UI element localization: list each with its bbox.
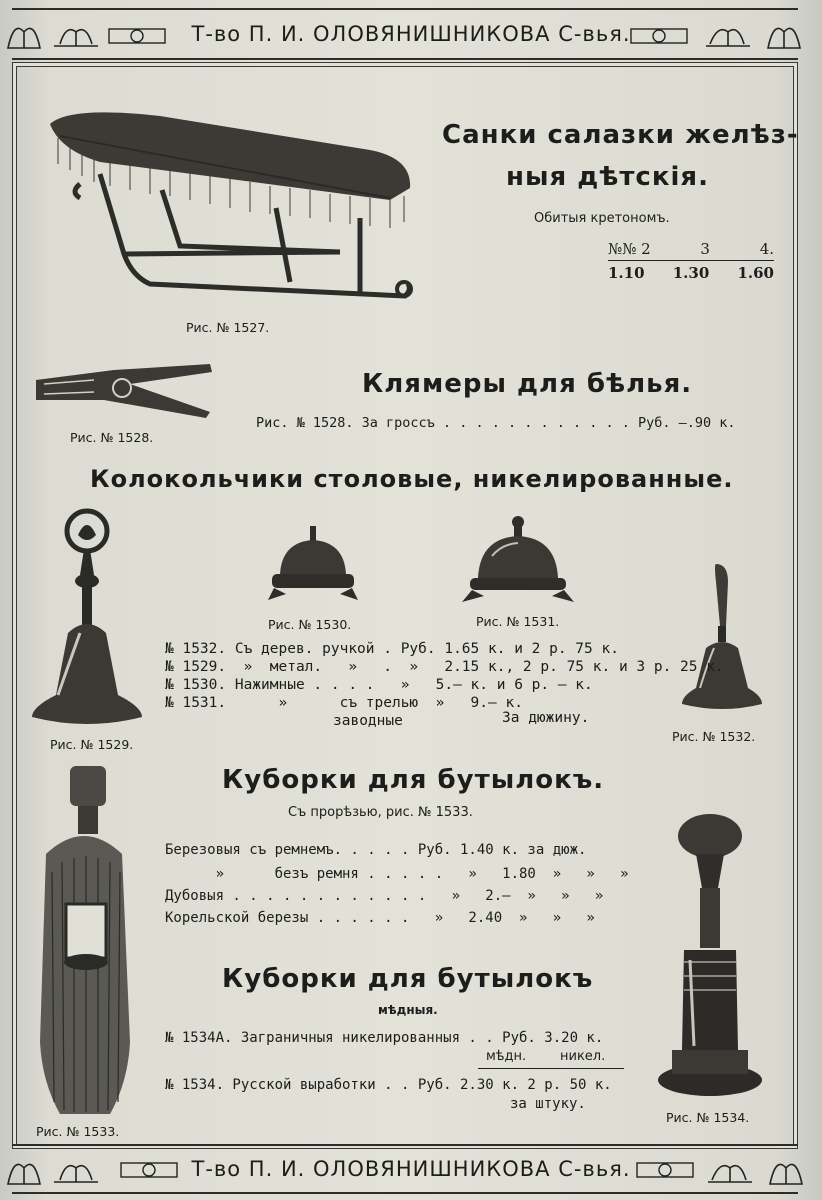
- clothespin-illustration: [34, 360, 216, 420]
- dome-bell-illustration: [462, 516, 574, 606]
- corks-row-1534: № 1534. Русской выработки . . Руб. 2.30 к. 2 р. 50 к.: [165, 1077, 612, 1093]
- sled-price: 1.60: [737, 264, 774, 282]
- column-rule: [478, 1068, 624, 1069]
- bell-row-1529: № 1529. » метал. » . » 2.15 к., 2 р. 75 к. и 3 р. 25 к.: [165, 659, 724, 675]
- footer-title: Т-во П. И. ОЛОВЯНИШНИКОВА С-вья.: [191, 1157, 631, 1181]
- wooden-hand-bell-illustration: [682, 562, 764, 712]
- clothespin-title: Клямеры для бѣлья.: [362, 369, 693, 399]
- sled-price: 1.30: [672, 264, 710, 282]
- sled-caption: Рис. № 1527.: [186, 320, 270, 335]
- bells-per-dozen: За дюжину.: [502, 710, 590, 726]
- corks-copper-title: Куборки для бутылокъ: [222, 964, 594, 994]
- floral-ornament-icon: [704, 14, 808, 54]
- sled-title-line1: Санки салазки желѣз-: [442, 120, 799, 150]
- clothespin-caption: Рис. № 1528.: [70, 430, 154, 445]
- sled-number: 4.: [759, 240, 774, 258]
- corks-subtitle: Съ прорѣзью, рис. № 1533.: [288, 805, 473, 820]
- sled-illustration: [40, 104, 425, 316]
- ornate-hand-bell-illustration: [28, 505, 146, 729]
- col-header-nickel: никел.: [560, 1049, 606, 1064]
- corks-row-birch-strap: Березовыя съ ремнемъ. . . . . Руб. 1.40 к. за дюж.: [165, 842, 587, 858]
- bell-1529-caption: Рис. № 1529.: [50, 737, 134, 752]
- sled-number: 3: [700, 240, 710, 258]
- bell-1530-caption: Рис. № 1530.: [268, 617, 352, 632]
- bells-title: Колокольчики столовые, никелированные.: [90, 465, 734, 493]
- corks-copper-subtitle: мѣдныя.: [378, 1003, 438, 1017]
- header-title: Т-во П. И. ОЛОВЯНИШНИКОВА С-вья.: [191, 22, 631, 46]
- sled-title-line2: ныя дѣтскiя.: [506, 162, 709, 192]
- corks-per-piece: за штуку.: [510, 1096, 586, 1112]
- sled-price-table: [608, 240, 774, 282]
- bell-row-1531: № 1531. » съ трелью » 9.— к.: [165, 695, 523, 711]
- bell-row-1532: № 1532. Съ дерев. ручкой . Руб. 1.65 к. и 2 р. 75 к.: [165, 641, 619, 657]
- col-header-copper: мѣдн.: [486, 1049, 527, 1064]
- medallion-ornament-icon: [636, 1160, 696, 1180]
- bell-row-1530: № 1530. Нажимные . . . . » 5.— к. и 6 р. — к.: [165, 677, 593, 693]
- bell-row-1531-extra: заводные: [333, 713, 403, 729]
- sled-number-row: [608, 240, 774, 261]
- corks-row-birch-nostrap: » безъ ремня . . . . . » 1.80 » » »: [165, 866, 629, 882]
- medallion-ornament-icon: [630, 26, 690, 46]
- corker-1533-caption: Рис. № 1533.: [36, 1124, 120, 1139]
- bell-1532-caption: Рис. № 1532.: [672, 729, 756, 744]
- wooden-corker-illustration: [34, 762, 134, 1122]
- clothespin-price-line: Рис. № 1528. За гроссъ . . . . . . . . . . . . Руб. —.90 к.: [256, 415, 736, 431]
- sled-price-row: [608, 261, 774, 282]
- header-band: [0, 8, 822, 60]
- corks-row-1534a: № 1534А. Заграничныя никелированныя . . Руб. 3.20 к.: [165, 1030, 604, 1046]
- corker-1534-caption: Рис. № 1534.: [666, 1110, 750, 1125]
- corks-title: Куборки для бутылокъ.: [222, 765, 605, 795]
- brass-corker-illustration: [654, 810, 764, 1100]
- floral-ornament-icon: [706, 1148, 810, 1190]
- sled-subtitle: Обитыя кретономъ.: [534, 211, 670, 226]
- bell-1531-caption: Рис. № 1531.: [476, 614, 560, 629]
- corks-row-karelian: Корельской березы . . . . . . » 2.40 » » »: [165, 910, 595, 926]
- sled-price: 1.10: [608, 264, 645, 282]
- push-bell-illustration: [266, 524, 360, 604]
- corks-row-oak: Дубовыя . . . . . . . . . . . . » 2.— » » »: [165, 888, 604, 904]
- sled-number: №№ 2: [608, 240, 651, 258]
- footer-band: [0, 1144, 822, 1196]
